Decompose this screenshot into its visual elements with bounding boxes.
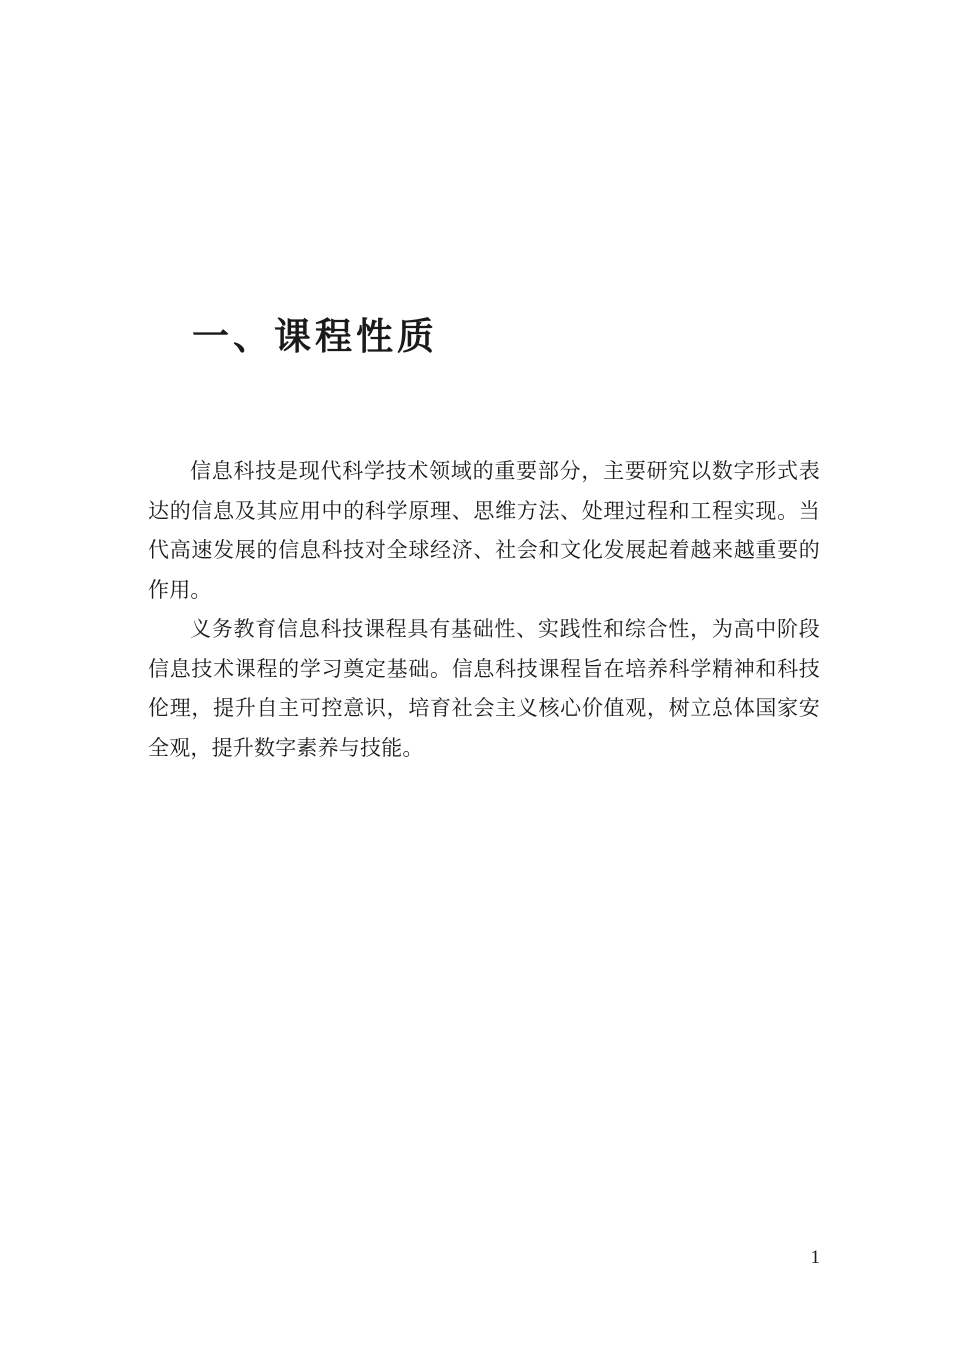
paragraph-course-definition: 信息科技是现代科学技术领域的重要部分，主要研究以数字形式表达的信息及其应用中的科学原理、思维方法、处理过程和工程实现。当代高速发展的信息科技对全球经济、社会和文化发展起着越来越重要的作用。 [148, 459, 820, 602]
page-number: 1 [810, 1247, 820, 1268]
section-title: 一、课程性质 [192, 314, 438, 358]
paragraph-course-characteristics: 义务教育信息科技课程具有基础性、实践性和综合性，为高中阶段信息技术课程的学习奠定基础。信息科技课程旨在培养科学精神和科技伦理，提升自主可控意识，培育社会主义核心价值观，树立总体国家安全观，提升数字素养与技能。 [148, 617, 820, 760]
body-text [148, 452, 820, 768]
